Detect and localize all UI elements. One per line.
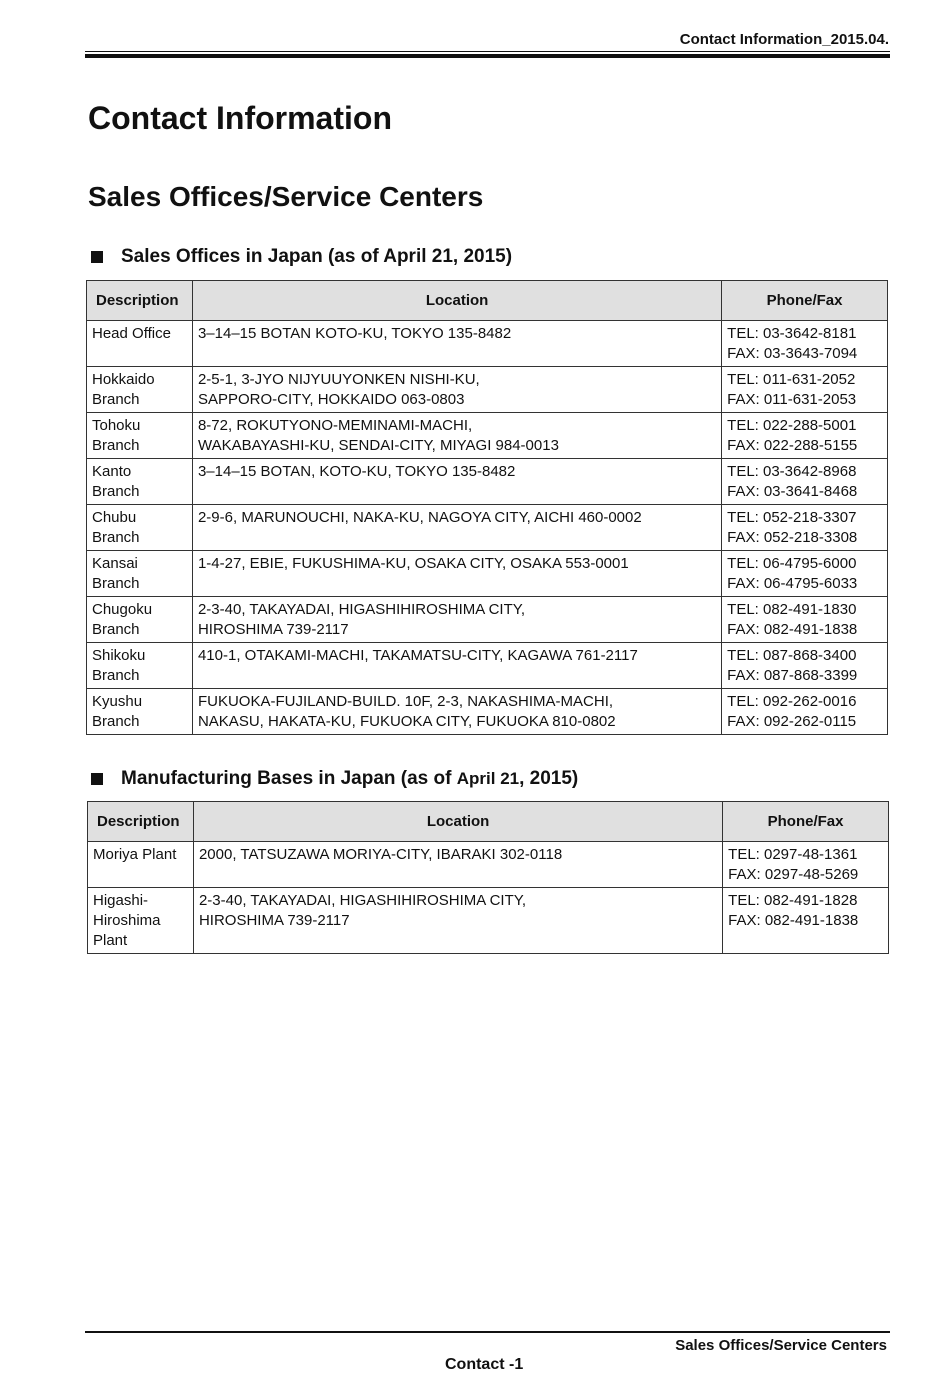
- location-line: 3–14–15 BOTAN, KOTO-KU, TOKYO 135-8482: [197, 463, 516, 480]
- phone-line: TEL: 03-3642-8181: [727, 325, 857, 342]
- cell-description: [87, 367, 193, 413]
- cell-description: [88, 842, 194, 888]
- description-line: Branch: [92, 483, 140, 500]
- description-line: Higashi-: [93, 892, 149, 909]
- phone-line: TEL: 011-631-2052: [727, 371, 856, 388]
- cell-phone: [722, 413, 888, 459]
- cell-description: [87, 413, 193, 459]
- cell-location: [192, 689, 721, 735]
- cell-description: [87, 597, 193, 643]
- cell-location: [193, 888, 722, 954]
- location-line: HIROSHIMA 739-2117: [197, 621, 349, 638]
- running-header: Contact Information_2015.04.: [679, 31, 889, 48]
- location-line: 2-3-40, TAKAYADAI, HIGASHIHIROSHIMA CITY,: [198, 892, 527, 909]
- description-line: Branch: [92, 621, 140, 638]
- cell-location: [192, 505, 721, 551]
- column-header-location: Location: [192, 281, 721, 321]
- description-line: Hokkaido: [92, 371, 155, 388]
- header-rule-thick: [85, 54, 890, 58]
- table-row: [87, 689, 888, 735]
- location-line: 2-5-1, 3-JYO NIJYUUYONKEN NISHI-KU,: [197, 371, 480, 388]
- header-rule-thin: [85, 51, 890, 52]
- location-line: 3–14–15 BOTAN KOTO-KU, TOKYO 135-8482: [197, 325, 512, 342]
- cell-phone: [722, 321, 888, 367]
- table-row: [88, 842, 889, 888]
- cell-phone: [723, 888, 889, 954]
- manufacturing-bases-heading: [88, 768, 578, 790]
- page-number: Contact -1: [445, 1356, 524, 1373]
- table-row: [87, 551, 888, 597]
- description-line: Branch: [92, 713, 140, 730]
- cell-phone: [722, 505, 888, 551]
- phone-line: FAX: 011-631-2053: [727, 391, 857, 408]
- description-line: Tohoku: [92, 417, 141, 434]
- cell-description: [87, 689, 193, 735]
- phone-line: FAX: 082-491-1838: [727, 621, 858, 638]
- phone-line: FAX: 092-262-0115: [727, 713, 857, 730]
- cell-phone: [722, 643, 888, 689]
- location-line: FUKUOKA-FUJILAND-BUILD. 10F, 2-3, NAKASHIMA-MACHI,: [197, 693, 614, 710]
- phone-line: FAX: 03-3643-7094: [727, 345, 858, 362]
- location-line: 8-72, ROKUTYONO-MEMINAMI-MACHI,: [197, 417, 473, 434]
- location-line: 2000, TATSUZAWA MORIYA-CITY, IBARAKI 302-0118: [198, 846, 563, 863]
- description-line: Shikoku: [92, 647, 146, 664]
- table-row: [88, 888, 889, 954]
- table-header-row: [87, 281, 888, 321]
- description-line: Plant: [93, 932, 128, 949]
- column-header-description: Description: [88, 802, 194, 842]
- cell-phone: [722, 551, 888, 597]
- table-row: [87, 459, 888, 505]
- table-row: [87, 413, 888, 459]
- description-line: Chugoku: [92, 601, 153, 618]
- phone-line: TEL: 082-491-1830: [727, 601, 857, 618]
- cell-description: [87, 551, 193, 597]
- description-line: Branch: [92, 437, 140, 454]
- phone-line: TEL: 0297-48-1361: [728, 846, 858, 863]
- bullet-square-icon: [91, 773, 103, 785]
- sales-offices-heading-text: Sales Offices in Japan (as of April 21, 2015): [121, 246, 513, 267]
- cell-description: [87, 505, 193, 551]
- description-line: Kanto: [92, 463, 132, 480]
- location-line: 410-1, OTAKAMI-MACHI, TAKAMATSU-CITY, KAGAWA 761-2117: [197, 647, 638, 664]
- cell-phone: [722, 459, 888, 505]
- cell-location: [192, 367, 721, 413]
- location-line: 2-9-6, MARUNOUCHI, NAKA-KU, NAGOYA CITY, AICHI 460-0002: [197, 509, 642, 526]
- column-header-phone-fax: Phone/Fax: [723, 802, 889, 842]
- phone-line: FAX: 052-218-3308: [727, 529, 858, 546]
- cell-location: [193, 842, 722, 888]
- table-row: [87, 321, 888, 367]
- phone-line: TEL: 092-262-0016: [727, 693, 857, 710]
- table-header-row: [88, 802, 889, 842]
- phone-line: TEL: 087-868-3400: [727, 647, 857, 664]
- cell-phone: [722, 689, 888, 735]
- cell-description: [88, 888, 194, 954]
- phone-line: TEL: 03-3642-8968: [727, 463, 857, 480]
- phone-line: TEL: 06-4795-6000: [727, 555, 857, 572]
- location-line: HIROSHIMA 739-2117: [198, 912, 350, 929]
- cell-location: [192, 321, 721, 367]
- phone-line: FAX: 087-868-3399: [727, 667, 858, 684]
- cell-description: [87, 459, 193, 505]
- description-line: Hiroshima: [93, 912, 161, 929]
- phone-line: FAX: 03-3641-8468: [727, 483, 858, 500]
- manufacturing-heading-prefix: Manufacturing Bases in Japan (as of: [121, 768, 457, 789]
- cell-phone: [722, 367, 888, 413]
- location-line: WAKABAYASHI-KU, SENDAI-CITY, MIYAGI 984-0013: [197, 437, 559, 454]
- column-header-location: Location: [193, 802, 722, 842]
- page-title: Contact Information: [88, 100, 392, 136]
- phone-line: FAX: 082-491-1838: [728, 912, 859, 929]
- description-line: Moriya Plant: [93, 846, 177, 863]
- cell-location: [192, 597, 721, 643]
- cell-description: [87, 321, 193, 367]
- location-line: NAKASU, HAKATA-KU, FUKUOKA CITY, FUKUOKA 810-0802: [197, 713, 616, 730]
- sales-offices-table: [86, 280, 888, 735]
- cell-location: [192, 643, 721, 689]
- cell-location: [192, 413, 721, 459]
- table-row: [87, 367, 888, 413]
- cell-location: [192, 551, 721, 597]
- table-row: [87, 597, 888, 643]
- phone-line: TEL: 052-218-3307: [727, 509, 857, 526]
- description-line: Branch: [92, 667, 140, 684]
- sales-offices-heading: [88, 246, 512, 268]
- section-title: Sales Offices/Service Centers: [88, 181, 484, 212]
- cell-phone: [723, 842, 889, 888]
- description-line: Kyushu: [92, 693, 143, 710]
- bullet-square-icon: [91, 251, 103, 263]
- phone-line: FAX: 022-288-5155: [727, 437, 858, 454]
- table-row: [87, 643, 888, 689]
- phone-line: TEL: 022-288-5001: [727, 417, 857, 434]
- location-line: 2-3-40, TAKAYADAI, HIGASHIHIROSHIMA CITY,: [197, 601, 526, 618]
- phone-line: FAX: 0297-48-5269: [728, 866, 859, 883]
- description-line: Branch: [92, 529, 140, 546]
- footer-rule: [85, 1331, 890, 1333]
- manufacturing-bases-table: [87, 801, 889, 954]
- column-header-phone-fax: Phone/Fax: [722, 281, 888, 321]
- description-line: Branch: [92, 575, 140, 592]
- column-header-description: Description: [87, 281, 193, 321]
- description-line: Chubu: [92, 509, 137, 526]
- footer-section: Sales Offices/Service Centers: [675, 1337, 887, 1354]
- cell-description: [87, 643, 193, 689]
- phone-line: TEL: 082-491-1828: [728, 892, 858, 909]
- description-line: Kansai: [92, 555, 138, 572]
- location-line: 1-4-27, EBIE, FUKUSHIMA-KU, OSAKA CITY, OSAKA 553-0001: [197, 555, 629, 572]
- manufacturing-heading-date: April 21: [456, 769, 520, 788]
- table-row: [87, 505, 888, 551]
- cell-location: [192, 459, 721, 505]
- description-line: Head Office: [92, 325, 171, 342]
- location-line: SAPPORO-CITY, HOKKAIDO 063-0803: [197, 391, 465, 408]
- phone-line: FAX: 06-4795-6033: [727, 575, 858, 592]
- manufacturing-heading-suffix: , 2015): [519, 768, 579, 789]
- cell-phone: [722, 597, 888, 643]
- description-line: Branch: [92, 391, 140, 408]
